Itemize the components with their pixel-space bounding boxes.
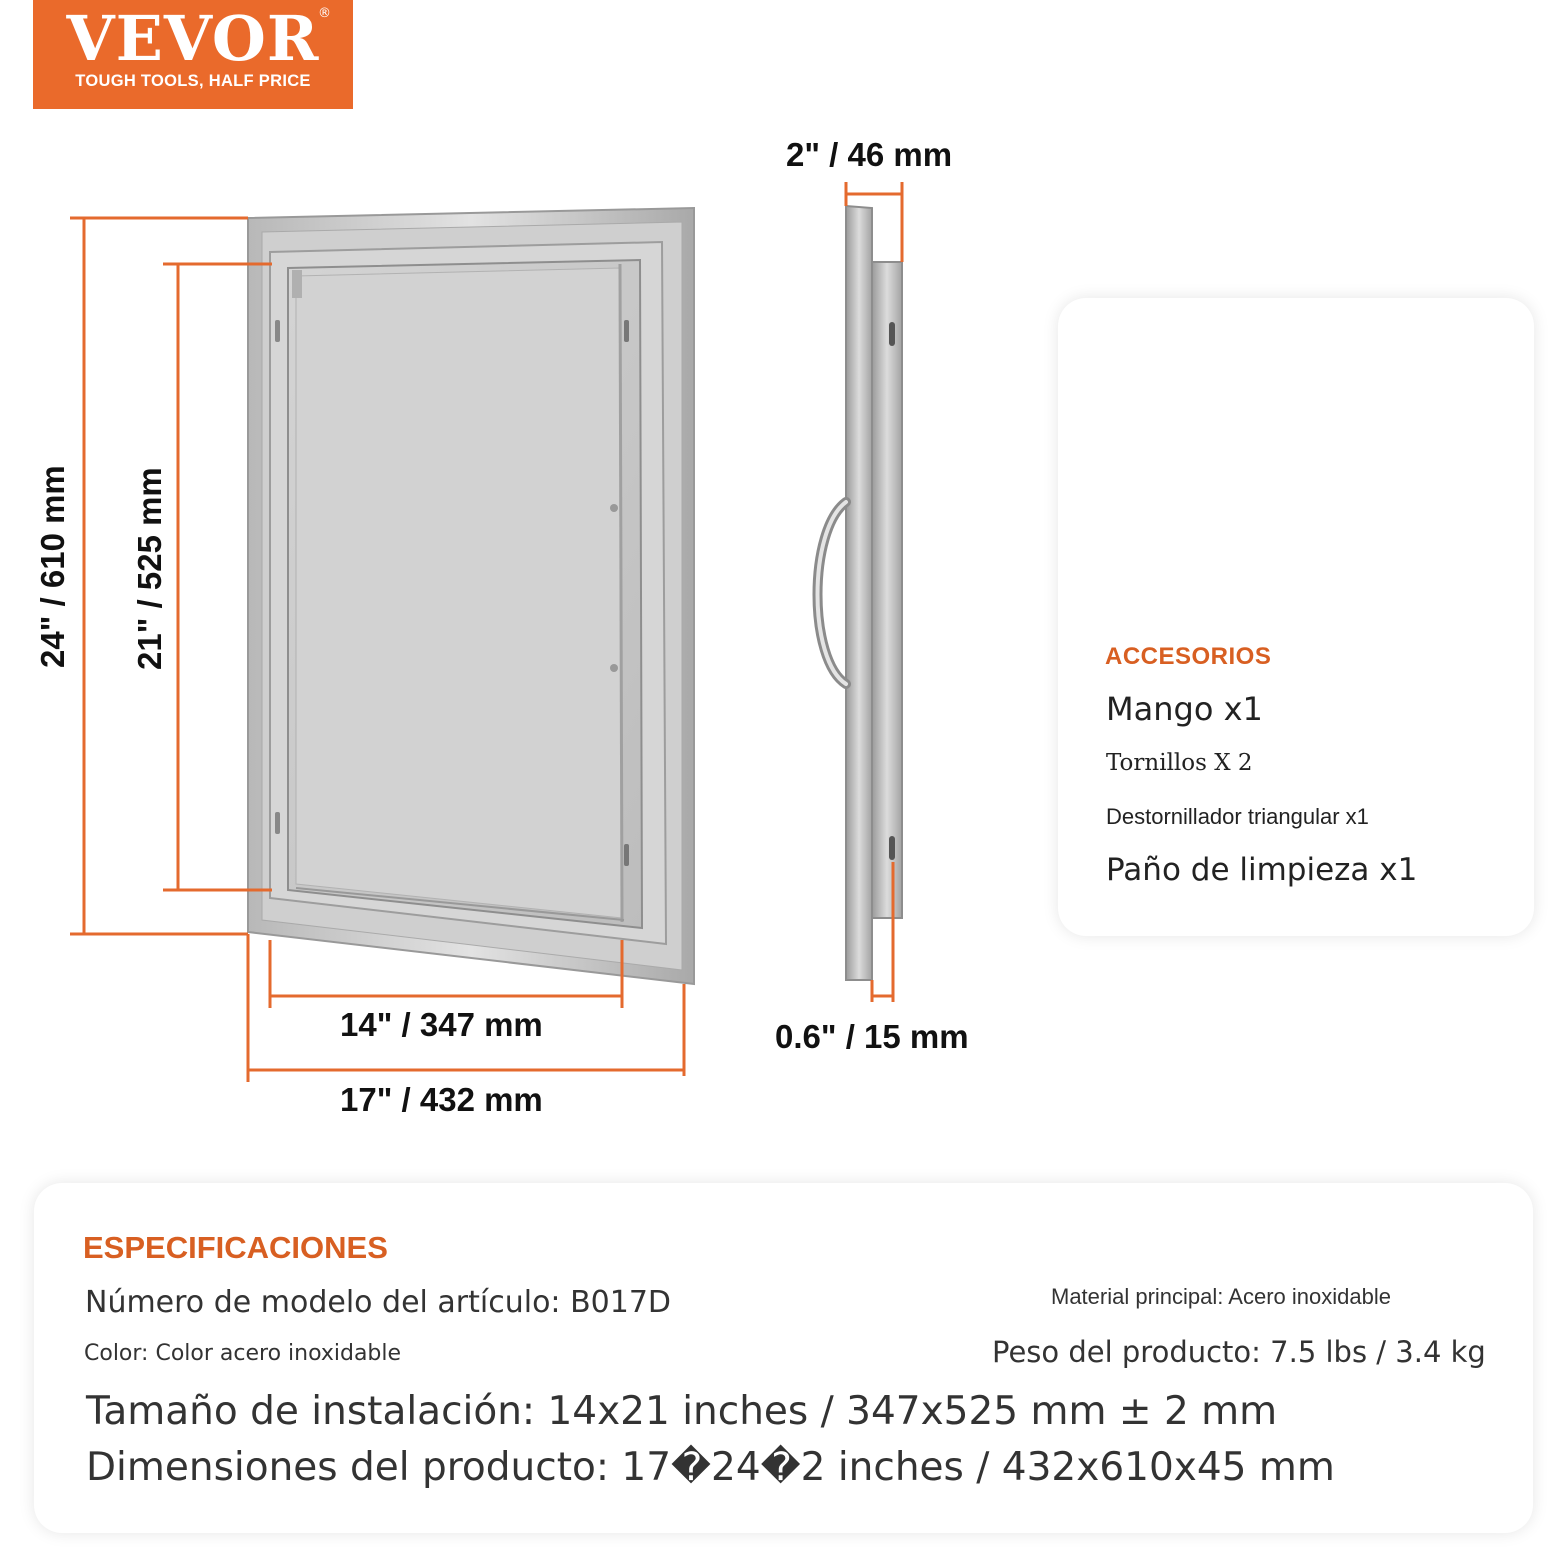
logo-brand: VEVOR	[66, 2, 320, 75]
accessories-card	[1058, 298, 1534, 936]
spec-product-dimensions: Dimensiones del producto: 17�24�2 inches / 432x610x45 mm	[86, 1445, 1335, 1490]
accessory-cleaning-cloth: Paño de limpieza x1	[1106, 852, 1418, 888]
door-front-view	[248, 208, 694, 984]
spec-weight: Peso del producto: 7.5 lbs / 3.4 kg	[992, 1335, 1486, 1369]
spec-model-number: Número de modelo del artículo: B017D	[85, 1285, 672, 1320]
door-side-view	[818, 206, 903, 980]
spec-color: Color: Color acero inoxidable	[84, 1341, 402, 1366]
logo-tagline: TOUGH TOOLS, HALF PRICE	[75, 72, 311, 90]
specifications-title: ESPECIFICACIONES	[83, 1230, 388, 1265]
accessories-title: ACCESORIOS	[1105, 643, 1272, 670]
outer-height-label: 24" / 610 mm	[34, 465, 71, 668]
accessory-handle: Mango x1	[1106, 690, 1263, 728]
accessory-screws: Tornillos X 2	[1106, 750, 1253, 776]
specifications-card	[34, 1183, 1533, 1533]
logo-registered-mark: ®	[318, 6, 331, 21]
depth-label: 2" / 46 mm	[786, 136, 953, 173]
accessory-screwdriver: Destornillador triangular x1	[1106, 804, 1369, 829]
outer-width-label: 17" / 432 mm	[340, 1081, 543, 1118]
spec-install-size: Tamaño de instalación: 14x21 inches / 347x525 mm ± 2 mm	[86, 1389, 1278, 1434]
flange-label: 0.6" / 15 mm	[775, 1018, 969, 1055]
spec-material: Material principal: Acero inoxidable	[1051, 1284, 1391, 1309]
inner-width-label: 14" / 347 mm	[340, 1006, 543, 1043]
inner-height-label: 21" / 525 mm	[131, 467, 168, 670]
